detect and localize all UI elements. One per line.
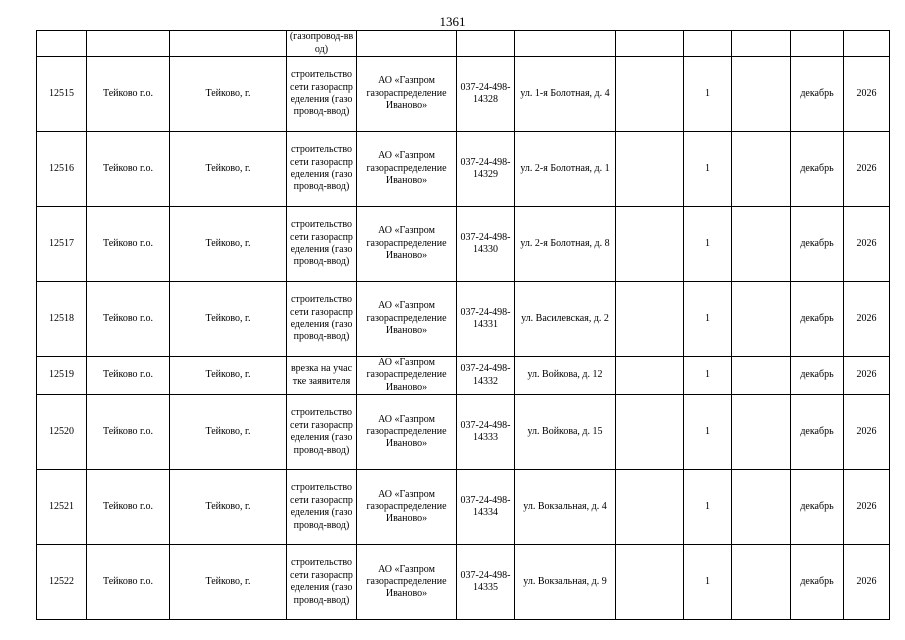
cell-num: 12520: [37, 395, 87, 470]
cell-month: декабрь: [791, 282, 844, 357]
cell-empty-a: [616, 357, 684, 395]
cell-work-type: (газопровод-ввод): [287, 31, 357, 57]
table-body: [37, 31, 890, 620]
cell-org: АО «Газпром газораспределение Иваново»: [357, 282, 457, 357]
cell-org: [357, 31, 457, 57]
cell-year: 2026: [844, 132, 890, 207]
cell-qty: 1: [684, 282, 732, 357]
cell-settlement: Тейково, г.: [170, 357, 287, 395]
cell-month: декабрь: [791, 207, 844, 282]
cell-qty: 1: [684, 545, 732, 620]
cell-month: декабрь: [791, 357, 844, 395]
cell-year: 2026: [844, 282, 890, 357]
cell-code: 037-24-498-14328: [457, 57, 515, 132]
cell-work-type: врезка на участке заявителя: [287, 357, 357, 395]
cell-district: Тейково г.о.: [87, 545, 170, 620]
cell-work-type: строительство сети газораспределения (газопровод-ввод): [287, 545, 357, 620]
cell-year: 2026: [844, 57, 890, 132]
cell-code: [457, 31, 515, 57]
cell-settlement: Тейково, г.: [170, 282, 287, 357]
cell-address: ул. Вокзальная, д. 4: [515, 470, 616, 545]
cell-num: 12517: [37, 207, 87, 282]
cell-num: 12519: [37, 357, 87, 395]
cell-num: 12522: [37, 545, 87, 620]
cell-work-type: строительство сети газораспределения (газопровод-ввод): [287, 470, 357, 545]
cell-district: Тейково г.о.: [87, 132, 170, 207]
cell-district: Тейково г.о.: [87, 395, 170, 470]
cell-year: 2026: [844, 470, 890, 545]
cell-empty-b: [732, 207, 791, 282]
cell-work-type: строительство сети газораспределения (газопровод-ввод): [287, 207, 357, 282]
cell-empty-a: [616, 132, 684, 207]
table-row: [37, 57, 890, 132]
cell-num: 12521: [37, 470, 87, 545]
cell-address: ул. Войкова, д. 12: [515, 357, 616, 395]
cell-address: ул. 2-я Болотная, д. 8: [515, 207, 616, 282]
cell-empty-b: [732, 57, 791, 132]
cell-address: ул. 2-я Болотная, д. 1: [515, 132, 616, 207]
gas-connection-table: [36, 30, 890, 620]
table-row-continued: [37, 31, 890, 57]
cell-num: 12516: [37, 132, 87, 207]
cell-district: Тейково г.о.: [87, 57, 170, 132]
cell-empty-b: [732, 545, 791, 620]
cell-qty: 1: [684, 357, 732, 395]
cell-qty: 1: [684, 470, 732, 545]
cell-year: 2026: [844, 357, 890, 395]
cell-org: АО «Газпром газораспределение Иваново»: [357, 357, 457, 395]
cell-org: АО «Газпром газораспределение Иваново»: [357, 57, 457, 132]
table-row: [37, 357, 890, 395]
cell-month: декабрь: [791, 545, 844, 620]
cell-settlement: Тейково, г.: [170, 395, 287, 470]
cell-settlement: Тейково, г.: [170, 132, 287, 207]
cell-month: [791, 31, 844, 57]
cell-org: АО «Газпром газораспределение Иваново»: [357, 470, 457, 545]
cell-empty-a: [616, 282, 684, 357]
cell-settlement: Тейково, г.: [170, 470, 287, 545]
cell-address: ул. Войкова, д. 15: [515, 395, 616, 470]
cell-work-type: строительство сети газораспределения (газопровод-ввод): [287, 57, 357, 132]
cell-code: 037-24-498-14333: [457, 395, 515, 470]
cell-empty-b: [732, 132, 791, 207]
cell-qty: 1: [684, 57, 732, 132]
cell-num: 12518: [37, 282, 87, 357]
cell-settlement: Тейково, г.: [170, 545, 287, 620]
cell-address: ул. Василевская, д. 2: [515, 282, 616, 357]
cell-org: АО «Газпром газораспределение Иваново»: [357, 207, 457, 282]
cell-district: Тейково г.о.: [87, 470, 170, 545]
cell-empty-b: [732, 357, 791, 395]
cell-settlement: [170, 31, 287, 57]
cell-code: 037-24-498-14335: [457, 545, 515, 620]
table-row: [37, 282, 890, 357]
cell-org: АО «Газпром газораспределение Иваново»: [357, 545, 457, 620]
table-row: [37, 545, 890, 620]
cell-address: ул. Вокзальная, д. 9: [515, 545, 616, 620]
cell-month: декабрь: [791, 132, 844, 207]
cell-qty: 1: [684, 132, 732, 207]
cell-district: Тейково г.о.: [87, 282, 170, 357]
cell-empty-b: [732, 395, 791, 470]
table-row: [37, 470, 890, 545]
cell-work-type: строительство сети газораспределения (газопровод-ввод): [287, 395, 357, 470]
cell-district: Тейково г.о.: [87, 207, 170, 282]
cell-empty-b: [732, 31, 791, 57]
cell-address: [515, 31, 616, 57]
cell-year: 2026: [844, 207, 890, 282]
cell-year: 2026: [844, 395, 890, 470]
cell-code: 037-24-498-14329: [457, 132, 515, 207]
cell-empty-a: [616, 31, 684, 57]
cell-qty: 1: [684, 207, 732, 282]
cell-empty-b: [732, 470, 791, 545]
cell-code: 037-24-498-14334: [457, 470, 515, 545]
cell-empty-a: [616, 395, 684, 470]
cell-qty: 1: [684, 395, 732, 470]
cell-month: декабрь: [791, 470, 844, 545]
page-number: 1361: [439, 14, 466, 29]
cell-month: декабрь: [791, 57, 844, 132]
cell-org: АО «Газпром газораспределение Иваново»: [357, 395, 457, 470]
table-row: [37, 132, 890, 207]
cell-district: Тейково г.о.: [87, 357, 170, 395]
cell-code: 037-24-498-14331: [457, 282, 515, 357]
cell-district: [87, 31, 170, 57]
cell-code: 037-24-498-14332: [457, 357, 515, 395]
cell-year: 2026: [844, 545, 890, 620]
cell-year: [844, 31, 890, 57]
cell-qty: [684, 31, 732, 57]
cell-settlement: Тейково, г.: [170, 207, 287, 282]
cell-code: 037-24-498-14330: [457, 207, 515, 282]
table-row: [37, 207, 890, 282]
cell-org: АО «Газпром газораспределение Иваново»: [357, 132, 457, 207]
cell-month: декабрь: [791, 395, 844, 470]
cell-empty-a: [616, 207, 684, 282]
cell-empty-a: [616, 470, 684, 545]
cell-work-type: строительство сети газораспределения (газопровод-ввод): [287, 132, 357, 207]
cell-num: 12515: [37, 57, 87, 132]
cell-address: ул. 1-я Болотная, д. 4: [515, 57, 616, 132]
cell-empty-a: [616, 57, 684, 132]
table-row: [37, 395, 890, 470]
cell-settlement: Тейково, г.: [170, 57, 287, 132]
cell-empty-b: [732, 282, 791, 357]
cell-empty-a: [616, 545, 684, 620]
cell-work-type: строительство сети газораспределения (газопровод-ввод): [287, 282, 357, 357]
cell-num: [37, 31, 87, 57]
